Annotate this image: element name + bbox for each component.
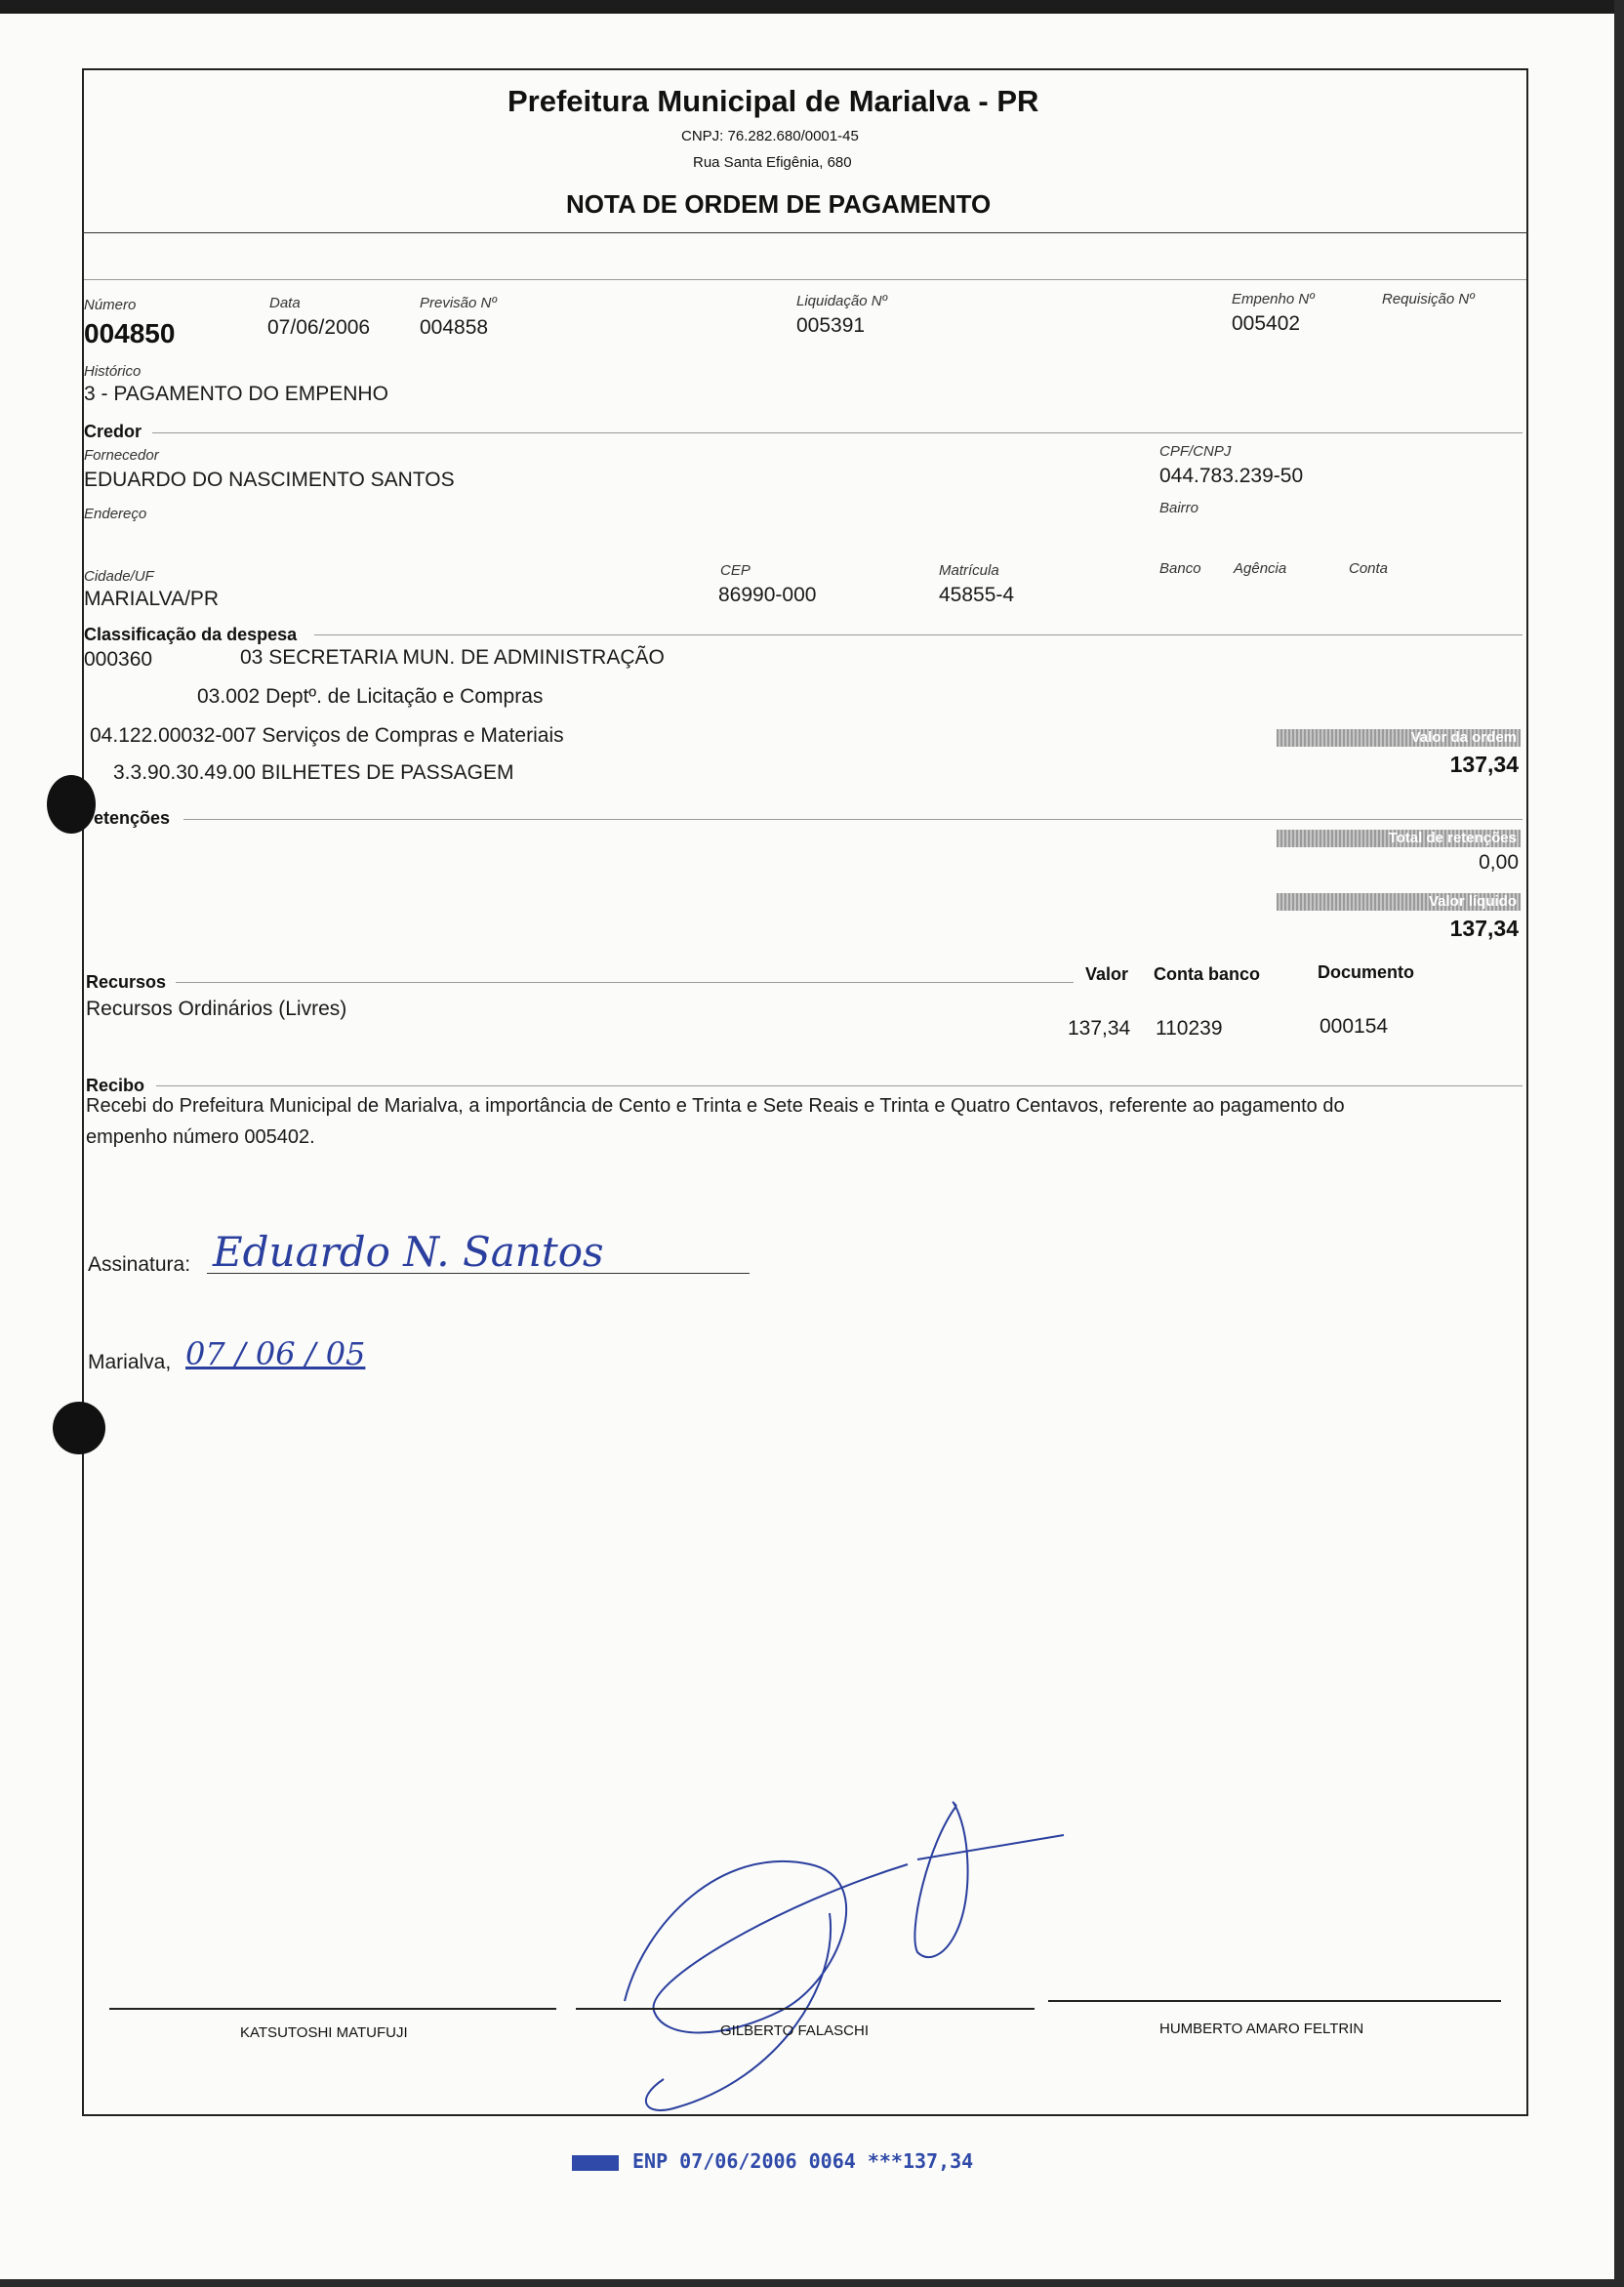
cnpj-text: CNPJ: 76.282.680/0001-45 [681, 128, 859, 144]
punch-hole-mark [47, 775, 96, 834]
valor-ordem-band [1277, 729, 1521, 747]
numero-value: 004850 [84, 318, 176, 348]
liquidacao-value: 005391 [796, 314, 866, 337]
signature-line-1 [109, 2008, 556, 2010]
recursos-valor-header: Valor [1085, 964, 1129, 984]
cpf-label: CPF/CNPJ [1159, 443, 1232, 460]
classificacao-line2: 03.002 Deptº. de Licitação e Compras [197, 685, 544, 708]
signature-name-1: KATSUTOSHI MATUFUJI [240, 2024, 408, 2041]
matricula-value: 45855-4 [939, 584, 1015, 606]
recibo-section: Recibo [86, 1076, 145, 1095]
historico-value: 3 - PAGAMENTO DO EMPENHO [84, 383, 388, 405]
total-retencoes-band [1277, 830, 1521, 847]
cep-label: CEP [720, 562, 751, 579]
recursos-documento-header: Documento [1318, 962, 1414, 982]
bairro-label: Bairro [1159, 500, 1199, 516]
retencoes-line [183, 819, 1522, 820]
punch-hole-mark-2 [53, 1402, 105, 1454]
recursos-line [176, 982, 1074, 983]
conta-label: Conta [1349, 560, 1389, 577]
data-manuscrita: 07 / 06 / 05 [185, 1335, 366, 1372]
signature-line-2 [576, 2008, 1035, 2010]
recursos-documento: 000154 [1320, 1015, 1389, 1038]
data-label: Data [269, 295, 301, 311]
recursos-valor: 137,34 [1068, 1017, 1131, 1040]
signature-name-2: GILBERTO FALASCHI [720, 2022, 869, 2039]
assinatura-label: Assinatura: [88, 1253, 191, 1276]
credor-section: Credor [84, 422, 142, 441]
credor-line [152, 432, 1522, 433]
recursos-conta: 110239 [1156, 1017, 1223, 1040]
total-retencoes-value: 0,00 [1479, 851, 1519, 874]
fornecedor-label: Fornecedor [84, 447, 159, 464]
matricula-label: Matrícula [939, 562, 999, 579]
order-top-line [84, 279, 1526, 280]
classificacao-line4: 3.3.90.30.49.00 BILHETES DE PASSAGEM [113, 761, 514, 784]
data-value: 07/06/2006 [267, 316, 371, 339]
recursos-conta-header: Conta banco [1154, 964, 1261, 984]
retencoes-section: etenções [94, 808, 171, 828]
local-label: Marialva, [88, 1351, 172, 1373]
cpf-value: 044.783.239-50 [1159, 465, 1304, 487]
total-retencoes-label: Total de retenções [1388, 830, 1517, 846]
agencia-label: Agência [1234, 560, 1287, 577]
classificacao-section: Classificação da despesa [84, 625, 298, 644]
empenho-value: 005402 [1232, 312, 1301, 335]
classificacao-line1: 03 SECRETARIA MUN. DE ADMINISTRAÇÃO [240, 646, 665, 669]
previsao-value: 004858 [420, 316, 489, 339]
valor-ordem-value: 137,34 [1449, 752, 1519, 777]
empenho-label: Empenho Nº [1232, 291, 1315, 307]
valor-liquido-value: 137,34 [1449, 916, 1519, 941]
page-title: Prefeitura Municipal de Marialva - PR [508, 84, 1039, 118]
numero-label: Número [84, 297, 137, 313]
cep-value: 86990-000 [718, 584, 817, 606]
signature-scribble-icon [586, 1786, 1093, 2118]
recibo-text-line1: Recebi do Prefeitura Municipal de Marialva, a importância de Cento e Trinta e Sete Reais e Trinta e Quatro Centavos, referente ao pagamento do [86, 1095, 1345, 1117]
recibo-text-line2: empenho número 005402. [86, 1126, 315, 1148]
scan-edge-bottom [0, 2279, 1624, 2287]
cidade-label: Cidade/UF [84, 568, 154, 585]
previsao-label: Previsão Nº [420, 295, 497, 311]
assinatura-line [207, 1273, 750, 1274]
stamp-logo-icon [572, 2155, 619, 2171]
valor-liquido-label: Valor líquido [1428, 893, 1517, 910]
signature-name-3: HUMBERTO AMARO FELTRIN [1159, 2021, 1364, 2037]
recursos-descricao: Recursos Ordinários (Livres) [86, 998, 347, 1020]
endereco-label: Endereço [84, 506, 147, 522]
historico-label: Histórico [84, 363, 142, 380]
valor-ordem-label: Valor da ordem [1410, 729, 1517, 746]
scan-edge-right [1614, 0, 1624, 2287]
valor-liquido-band [1277, 893, 1521, 911]
requisicao-label: Requisição Nº [1382, 291, 1475, 307]
address-text: Rua Santa Efigênia, 680 [693, 154, 852, 171]
signature-line-3 [1048, 2000, 1501, 2002]
stamp-text: ENP 07/06/2006 0064 ***137,34 [632, 2149, 974, 2173]
classificacao-code: 000360 [84, 648, 153, 671]
scan-edge-top [0, 0, 1624, 14]
liquidacao-label: Liquidação Nº [796, 293, 888, 309]
cidade-value: MARIALVA/PR [84, 588, 220, 610]
header-divider [82, 232, 1528, 233]
recibo-line [156, 1085, 1522, 1086]
fornecedor-value: EDUARDO DO NASCIMENTO SANTOS [84, 469, 455, 491]
document-title: NOTA DE ORDEM DE PAGAMENTO [566, 189, 992, 219]
classificacao-line [314, 634, 1522, 635]
bank-stamp [572, 2149, 973, 2173]
banco-label: Banco [1159, 560, 1201, 577]
recursos-section: Recursos [86, 972, 167, 992]
assinatura-manuscrita: Eduardo N. Santos [213, 1228, 604, 1276]
classificacao-line3: 04.122.00032-007 Serviços de Compras e Materiais [90, 724, 564, 747]
